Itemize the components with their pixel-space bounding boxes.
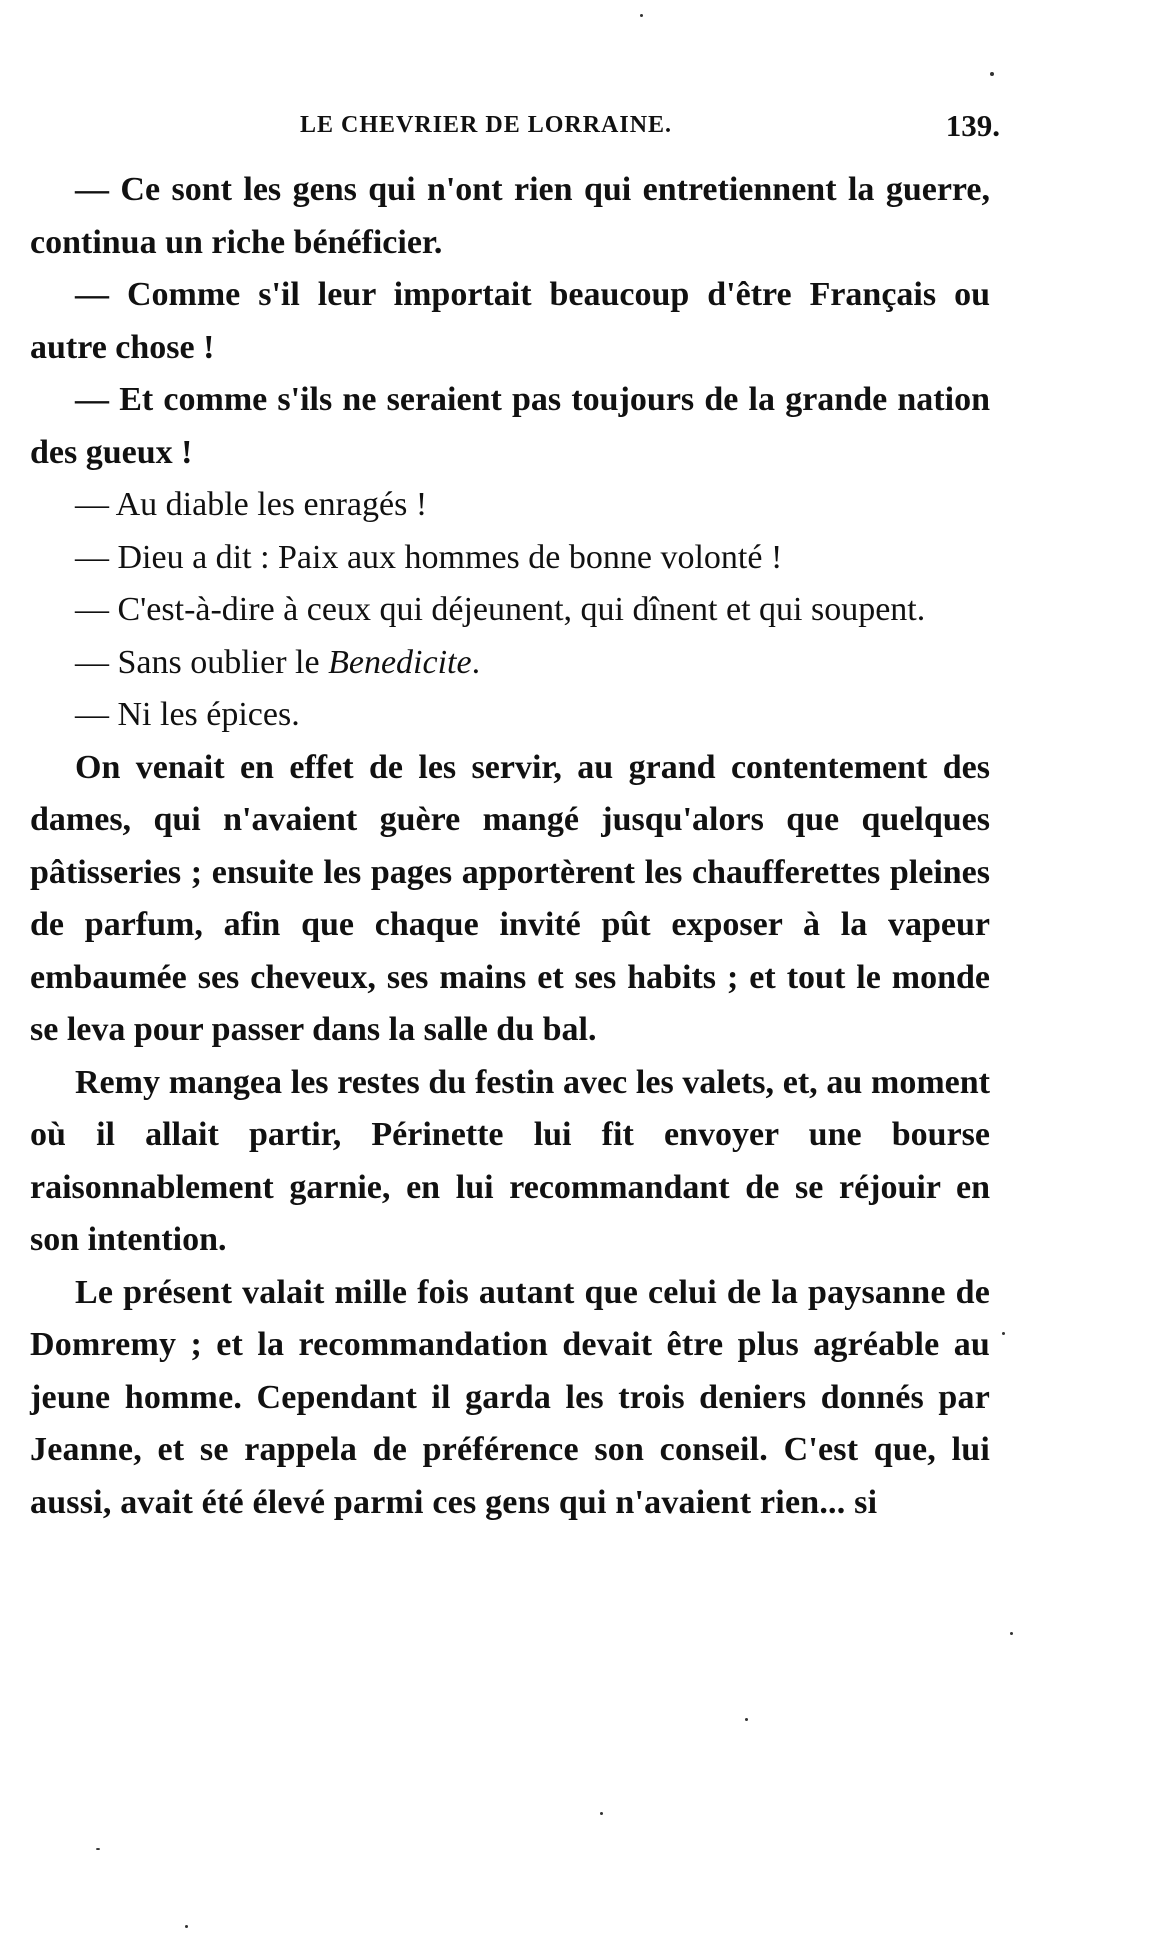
italic-word: Benedicite — [328, 643, 472, 681]
dialogue-line — [30, 637, 990, 690]
running-title: LE CHEVRIER DE LORRAINE. — [300, 112, 673, 138]
paper-speck — [600, 1812, 603, 1815]
narrative-paragraph: Remy mangea les restes du festin avec les valets, et, au moment où il allait partir, Périnette lui fit envoyer une bourse raisonnablement garnie, en lui recommandant de se réjouir en son intention. — [30, 1063, 990, 1258]
paper-speck — [96, 1848, 100, 1850]
paper-speck — [990, 72, 994, 76]
paper-speck — [185, 1925, 188, 1928]
paper-speck — [745, 1718, 748, 1721]
page-header — [30, 108, 1000, 152]
dialogue-line: — Ni les épices. — [75, 696, 300, 733]
dialogue-line: — Et comme s'ils ne seraient pas toujours de la grande nation des gueux ! — [30, 381, 990, 471]
dialogue-suffix: . — [471, 643, 481, 681]
dialogue-line: — Au diable les enragés ! — [75, 486, 428, 523]
narrative-paragraph: On venait en effet de les servir, au grand contentement des dames, qui n'avaient guère mangé jusqu'alors que quelques pâtisseries ; ensuite les pages apportèrent les chaufferettes pleines de parfum, afin que chaque invité pût exposer à la vapeur embaumée ses cheveux, ses mains et ses habits ; et tout le monde se leva pour passer dans la salle du bal. — [30, 748, 990, 1048]
page-number: 139. — [945, 108, 1000, 143]
paper-speck — [640, 14, 643, 17]
body-text — [30, 164, 990, 1529]
dialogue-line: — Dieu a dit : Paix aux hommes de bonne volonté ! — [75, 538, 783, 576]
paper-speck — [1002, 1332, 1005, 1335]
paper-speck — [1010, 1632, 1013, 1635]
dialogue-line: — C'est-à-dire à ceux qui déjeunent, qui dînent et qui soupent. — [75, 591, 926, 628]
narrative-paragraph: Le présent valait mille fois autant que celui de la paysanne de Domremy ; et la recommandation devait être plus agréable au jeune homme. Cependant il garda les trois deniers donnés par Jeanne, et se rappela de préférence son conseil. C'est que, lui aussi, avait été élevé parmi ces gens qui n'avaient rien... si — [30, 1273, 990, 1521]
dialogue-line: — Comme s'il leur importait beaucoup d'être Français ou autre chose ! — [30, 276, 990, 366]
dialogue-line: — Ce sont les gens qui n'ont rien qui entretiennent la guerre, continua un riche bénéficier. — [30, 171, 990, 261]
dialogue-prefix: — Sans oublier le — [75, 643, 329, 681]
